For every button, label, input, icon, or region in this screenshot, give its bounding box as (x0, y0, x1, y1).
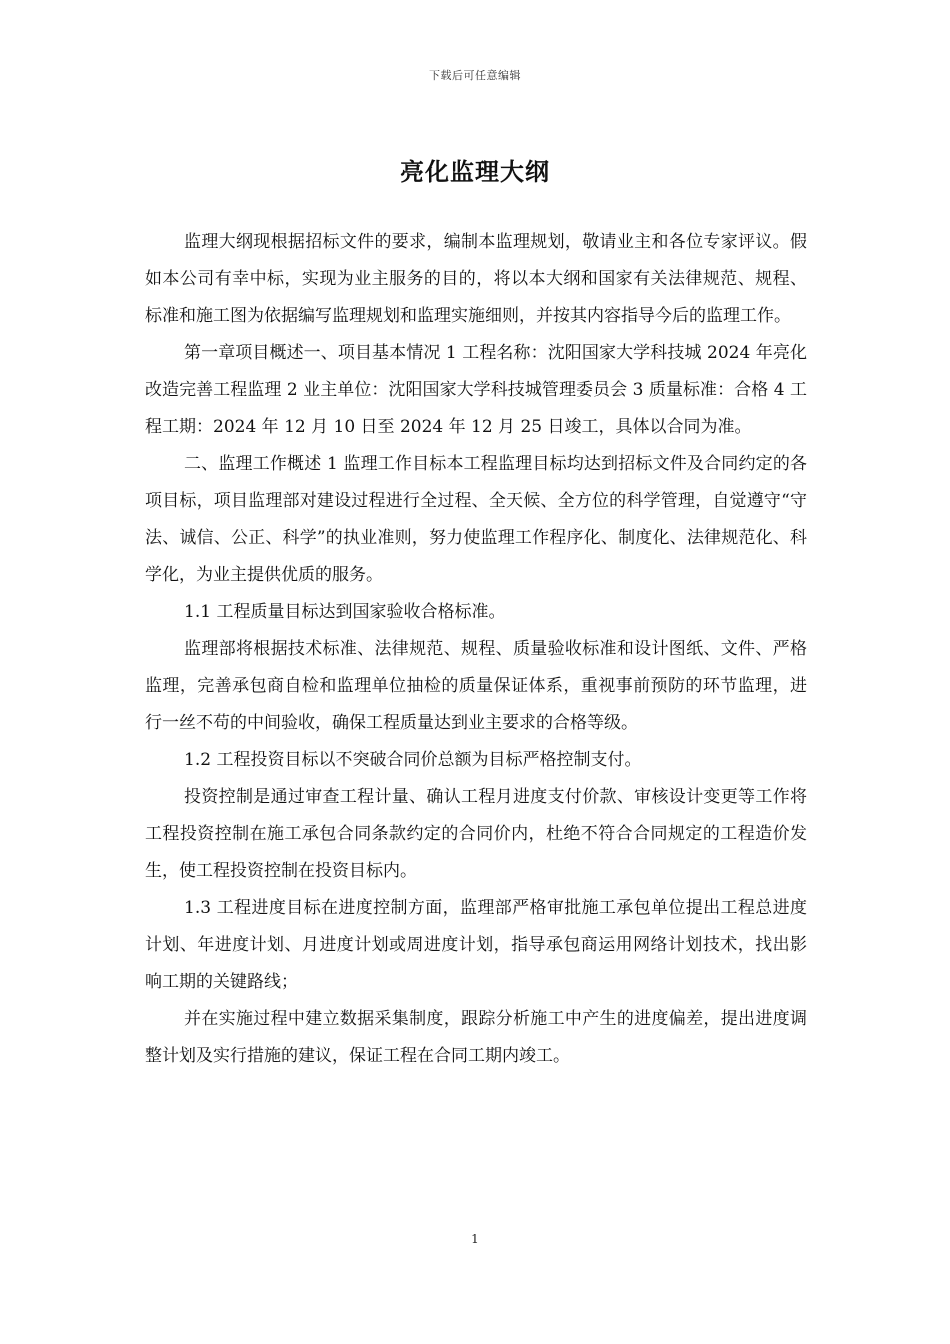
paragraph-quality-detail: 监理部将根据技术标准、法律规范、规程、质量验收标准和设计图纸、文件、严格监理，完善承包商自检和监理单位抽检的质量保证体系，重视事前预防的环节监理，进行一丝不苟的中间验收，确保工程质量达到业主要求的合格等级。 (145, 639, 807, 733)
paragraph-quality-target: 1.1 工程质量目标达到国家验收合格标准。 (184, 602, 506, 622)
paragraph-project-overview: 第一章项目概述一、项目基本情况 1 工程名称：沈阳国家大学科技城 2024 年亮化改造完善工程监理 2 业主单位：沈阳国家大学科技城管理委员会 3 质量标准：合格 4 工程工期：2024 年 12 月 10 日至 2024 年 12 月 25 日竣工，具体以合同为准。 (145, 343, 807, 437)
paragraph-intro: 监理大纲现根据招标文件的要求，编制本监理规划，敬请业主和各位专家评议。假如本公司有幸中标，实现为业主服务的目的，将以本大纲和国家有关法律规范、规程、标准和施工图为依据编写监理规划和监理实施细则，并按其内容指导今后的监理工作。 (145, 232, 807, 326)
paragraph-schedule-detail: 并在实施过程中建立数据采集制度，跟踪分析施工中产生的进度偏差，提出进度调整计划及实行措施的建议，保证工程在合同工期内竣工。 (145, 1009, 807, 1066)
page-number: 1 (471, 1232, 479, 1246)
header-note: 下载后可任意编辑 (429, 69, 521, 82)
document-title: 亮化监理大纲 (400, 158, 550, 186)
document-body (145, 224, 807, 1075)
paragraph-supervision-overview: 二、监理工作概述 1 监理工作目标本工程监理目标均达到招标文件及合同约定的各项目标，项目监理部对建设过程进行全过程、全天候、全方位的科学管理，自觉遵守“守法、诚信、公正、科学”的执业准则，努力使监理工作程序化、制度化、法律规范化、科学化，为业主提供优质的服务。 (145, 454, 807, 585)
paragraph-schedule-target: 1.3 工程进度目标在进度控制方面，监理部严格审批施工承包单位提出工程总进度计划、年进度计划、月进度计划或周进度计划，指导承包商运用网络计划技术，找出影响工期的关键路线； (145, 898, 807, 992)
paragraph-investment-target: 1.2 工程投资目标以不突破合同价总额为目标严格控制支付。 (184, 750, 642, 770)
paragraph-investment-detail: 投资控制是通过审查工程计量、确认工程月进度支付价款、审核设计变更等工作将工程投资控制在施工承包合同条款约定的合同价内，杜绝不符合合同规定的工程造价发生，使工程投资控制在投资目标内。 (145, 787, 807, 881)
